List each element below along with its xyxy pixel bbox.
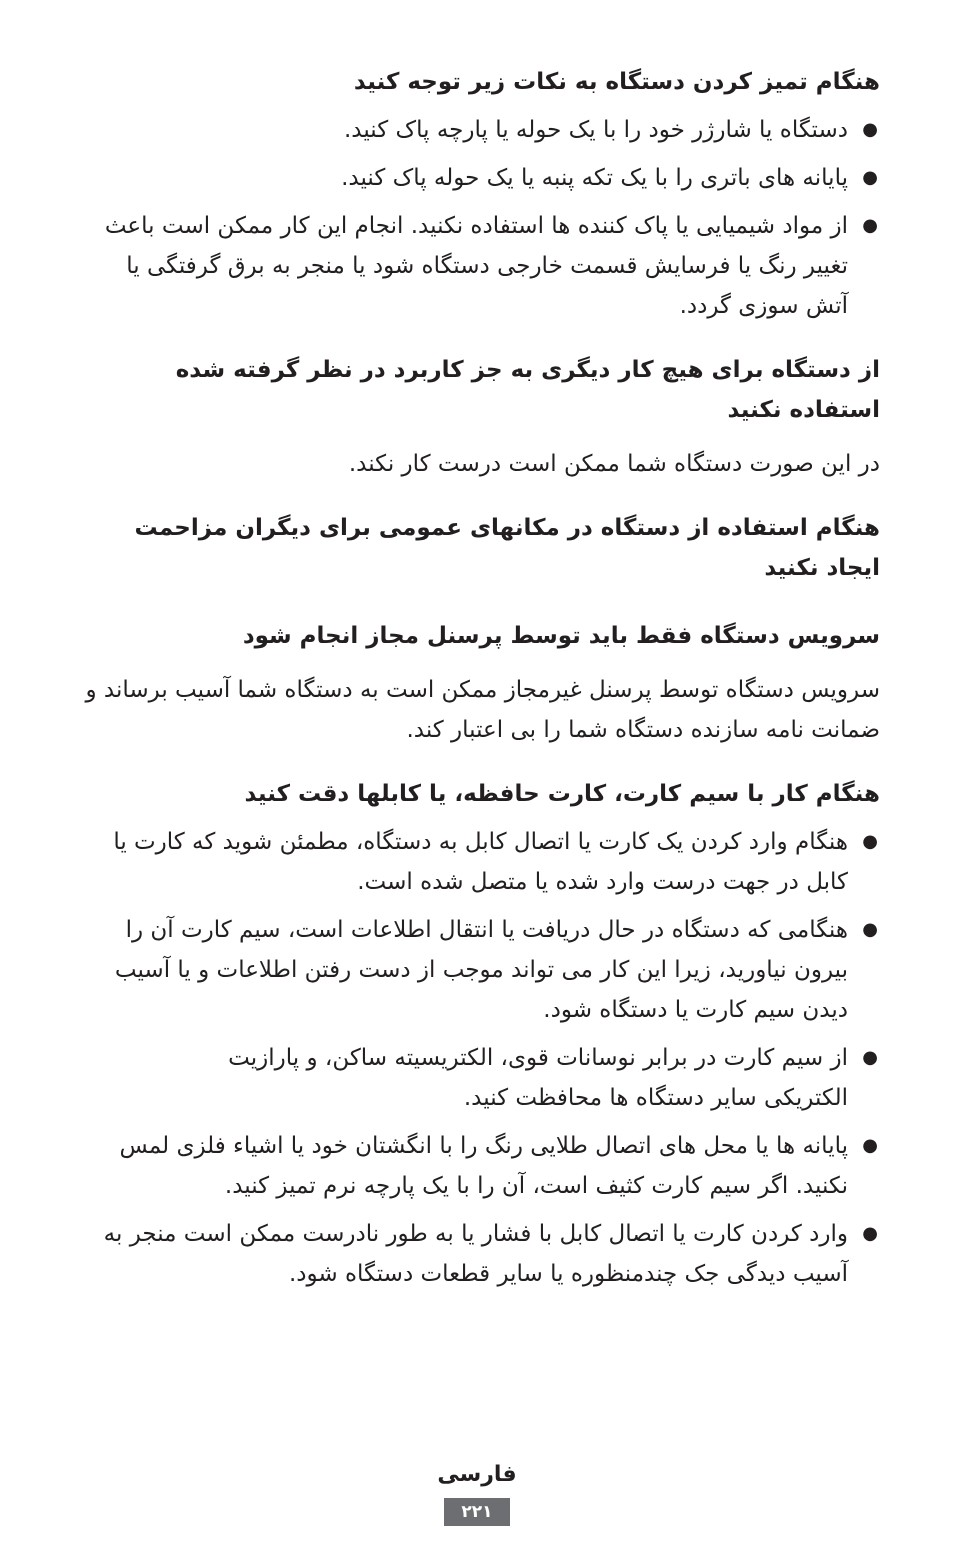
list-item-text: دستگاه یا شارژر خود را با یک حوله یا پارچه پاک کنید.: [343, 117, 848, 143]
bullet-dot-icon: ●: [862, 119, 878, 140]
section-heading-cards: هنگام کار با سیم کارت، کارت حافظه، یا کابلها دقت کنید: [244, 781, 880, 807]
list-item: [78, 1126, 880, 1206]
document-page: [78, 62, 880, 1294]
bullet-dot-icon: ●: [862, 919, 878, 940]
list-item: [78, 822, 880, 902]
list-item-text: وارد کردن کارت یا اتصال کابل با فشار یا به طور نادرست ممکن است منجر به آسیب دیدگی جک چندمنظوره یا سایر قطعات دستگاه شود.: [103, 1221, 848, 1287]
cleaning-bullet-list: [78, 110, 880, 326]
page-number-badge: ۲۲۱: [444, 1498, 510, 1526]
section-text-service: سرویس دستگاه توسط پرسنل غیرمجاز ممکن است به دستگاه شما آسیب برساند و ضمانت نامه سازنده دستگاه شما را بی اعتبار کند.: [85, 677, 880, 743]
section-heading-cleaning: هنگام تمیز کردن دستگاه به نکات زیر توجه کنید: [353, 69, 880, 95]
bullet-dot-icon: ●: [862, 167, 878, 188]
list-item-text: هنگامی که دستگاه در حال دریافت یا انتقال اطلاعات است، سیم کارت آن را بیرون نیاورید، زیرا این کار می تواند موجب از دست رفتن اطلاعات و یا آسیب دیدن سیم کارت یا دستگاه شود.: [114, 917, 848, 1023]
list-item: [78, 1214, 880, 1294]
bullet-dot-icon: ●: [862, 1223, 878, 1244]
section-text-purpose: در این صورت دستگاه شما ممکن است درست کار نکند.: [348, 451, 880, 477]
bullet-dot-icon: ●: [862, 215, 878, 236]
section-heading-purpose: از دستگاه برای هیچ کار دیگری به جز کاربرد در نظر گرفته شده استفاده نکنید: [175, 357, 880, 423]
list-item: [78, 110, 880, 150]
list-item: [78, 158, 880, 198]
list-item-text: پایانه های باتری را با یک تکه پنبه یا یک حوله پاک کنید.: [341, 165, 848, 191]
page-footer: [0, 1460, 954, 1526]
list-item: [148, 1038, 880, 1118]
footer-language-label: فارسی: [437, 1462, 517, 1487]
bullet-dot-icon: ●: [862, 831, 878, 852]
bullet-dot-icon: ●: [862, 1047, 878, 1068]
section-heading-service: سرویس دستگاه فقط باید توسط پرسنل مجاز انجام شود: [242, 623, 880, 649]
list-item-text: هنگام وارد کردن یک کارت یا اتصال کابل به دستگاه، مطمئن شوید که کارت یا کابل در جهت درست وارد شده یا متصل شده است.: [113, 829, 848, 895]
cards-bullet-list: [78, 822, 880, 1294]
list-item: [78, 910, 880, 1030]
list-item: [78, 206, 880, 326]
section-heading-public: هنگام استفاده از دستگاه در مکانهای عمومی برای دیگران مزاحمت ایجاد نکنید: [134, 515, 880, 581]
list-item-text: از مواد شیمیایی یا پاک کننده ها استفاده نکنید. انجام این کار ممکن است باعث تغییر رنگ یا فرسایش قسمت خارجی دستگاه شود یا منجر به برق گرفتگی یا آتش سوزی گردد.: [104, 213, 848, 319]
list-item-text: از سیم کارت در برابر نوسانات قوی، الکتریسیته ساکن، و پارازیت الکتریکی سایر دستگاه ها محافظت کنید.: [228, 1045, 848, 1111]
list-item-text: پایانه ها یا محل های اتصال طلایی رنگ را با انگشتان خود یا اشیاء فلزی لمس نکنید. اگر سیم کارت کثیف است، آن را با یک پارچه نرم تمیز کنید.: [119, 1133, 848, 1199]
bullet-dot-icon: ●: [862, 1135, 878, 1156]
